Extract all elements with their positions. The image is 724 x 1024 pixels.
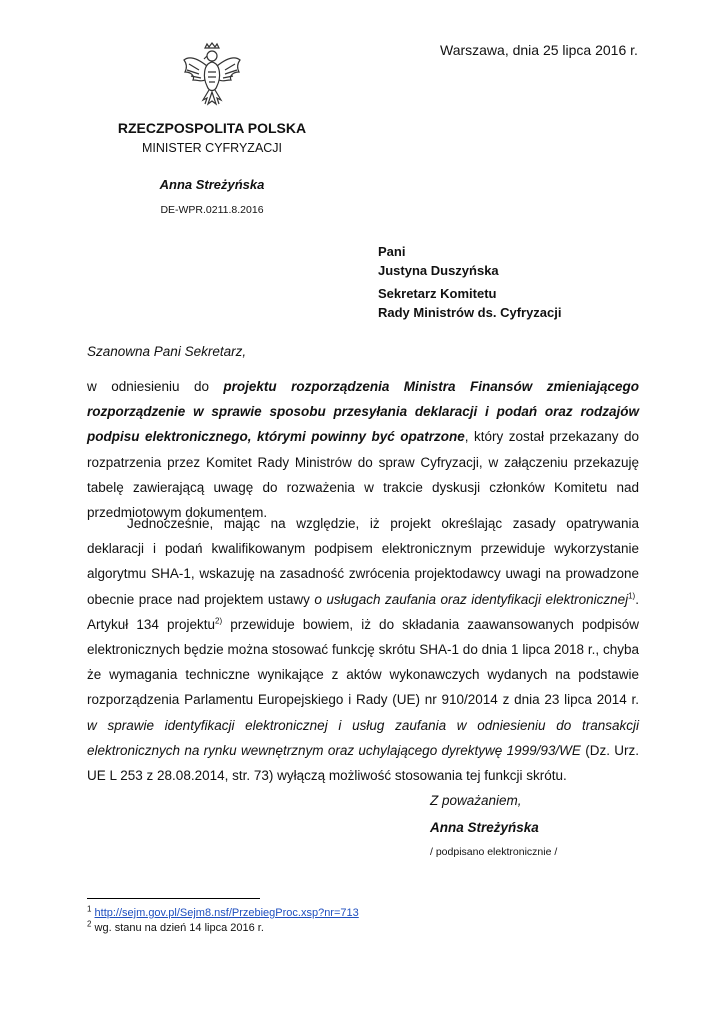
footnote-2 [87,919,264,934]
minister-title: MINISTER CYFRYZACJI [141,141,283,155]
address-line-3: Sekretarz Komitetu [378,286,497,301]
footnote-1-number: 1 [87,904,92,914]
p1-pre: w odniesieniu do [87,379,224,394]
address-line-2: Justyna Duszyńska [378,263,499,278]
footnote-divider [87,898,260,899]
p2-part-c: . Artykuł 134 projektu [87,591,639,632]
p2-law-title: o usługach zaufania oraz identyfikacji elektronicznej [314,591,629,607]
p2-part-a: Jednocześnie, mając na względzie, iż projekt określając zasady opatrywania deklaracji i podań kwalifikowanym podpisem elektronicznym przewiduje wykorzystanie algorytmu SHA-1, wskazuję na zasadność zwrócenia projektodawcy uwagi na prowadzone obecnie prace nad projektem ustawy [87,516,639,607]
paragraph-2 [87,511,639,788]
closing-signer-name: Anna Streżyńska [430,820,539,835]
reference-number: DE-WPR.0211.8.2016 [160,204,264,216]
p1-post: , który został przekazany do rozpatrzenia przez Komitet Rady Ministrów do spraw Cyfryzacji, w załączeniu przekazuję tabelę zawierającą uwagę do rozważenia w trakcie dyskusji członków Komitetu nad przedmiotowym dokumentem. [87,429,640,521]
footnote-1 [87,904,359,919]
footnote-ref-2: 2) [215,616,223,626]
closing-regards: Z poważaniem, [430,793,522,808]
footnote-2-text: wg. stanu na dzień 14 lipca 2016 r. [94,922,264,934]
signer-name-header: Anna Streżyńska [159,177,265,192]
p2-regulation-subject: w sprawie identyfikacji elektronicznej i usług zaufania w odniesieniu do transakcji elektronicznych na rynku wewnętrznym oraz uchylającego dyrektywę 1999/93/WE [87,717,639,758]
address-line-4: Rady Ministrów ds. Cyfryzacji [378,305,562,320]
letter-date: Warszawa, dnia 25 lipca 2016 r. [440,42,638,58]
recipient-address [378,242,562,322]
p2-part-d: przewiduje bowiem, iż do składania zaawansowanych podpisów elektronicznych będzie można stosować funkcję skrótu SHA-1 do dnia 1 lipca 2018 r., chyba że wymagania techniczne wynikające z aktów wykonawczych wydanych na podstawie rozporządzenia Parlamentu Europejskiego i Rady (UE) nr 910/2014 z dnia 23 lipca 2014 r. [87,616,639,708]
p2-part-f: (Dz. Urz. UE L 253 z 28.08.2014, str. 73) wyłączą możliwość stosowania tej funkcji skrótu. [87,742,639,784]
footnote-ref-1: 1) [628,591,636,601]
country-heading: RZECZPOSPOLITA POLSKA [117,120,307,136]
polish-eagle-emblem-icon [181,42,243,114]
footnote-1-link[interactable]: http://sejm.gov.pl/Sejm8.nsf/PrzebiegProc.xsp?nr=713 [94,907,359,919]
p1-regulation-title: projektu rozporządzenia Ministra Finansów zmieniającego rozporządzenie w sprawie sposobu przesyłania deklaracji i podań oraz rodzajów podpisu elektronicznego, którymi powinny być opatrzone [87,379,639,445]
footnote-2-number: 2 [87,919,92,929]
address-line-1: Pani [378,244,406,259]
salutation: Szanowna Pani Sekretarz, [87,344,247,359]
signature-note: / podpisano elektronicznie / [430,846,558,858]
paragraph-1 [87,374,639,525]
